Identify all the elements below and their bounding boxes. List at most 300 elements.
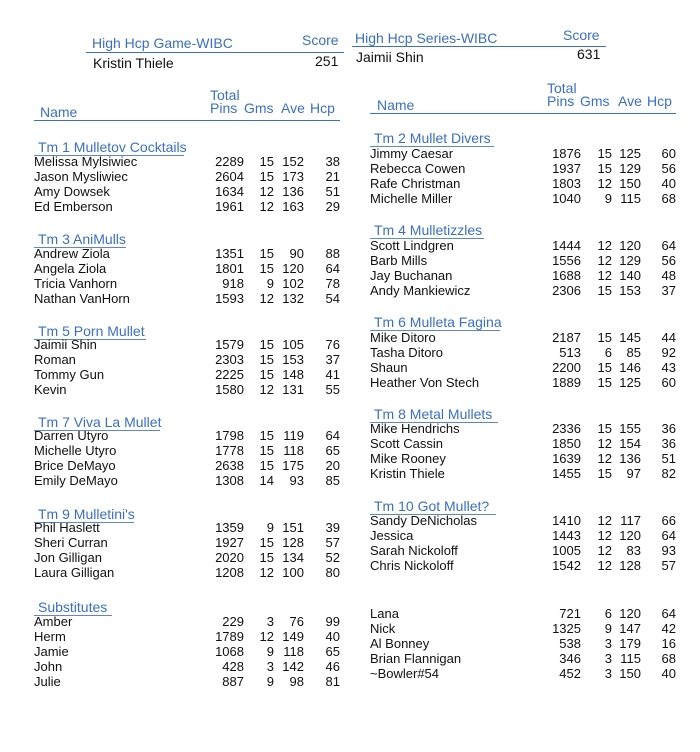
- bowler-name: Michelle Miller: [370, 191, 453, 206]
- right-bowler-row: [0, 606, 700, 621]
- bowler-hcp: 40: [325, 629, 340, 644]
- bowler-hcp: 52: [325, 550, 340, 565]
- right-bowler-row: [0, 466, 700, 481]
- bowler-ave: 90: [289, 246, 304, 261]
- bowler-hcp: 54: [325, 291, 340, 306]
- bowler-ave: 136: [282, 184, 304, 199]
- bowler-ave: 83: [626, 543, 641, 558]
- bowler-pins: 1803: [552, 176, 581, 191]
- bowler-hcp: 64: [661, 238, 676, 253]
- bowler-hcp: 68: [661, 191, 676, 206]
- bowler-ave: 115: [620, 191, 641, 206]
- bowler-name: Kristin Thiele: [370, 466, 445, 481]
- award-game-score: 251: [315, 53, 339, 69]
- left-header-rule: [34, 120, 340, 121]
- right-col-pins: Pins: [547, 93, 575, 109]
- bowler-hcp: 78: [325, 276, 340, 291]
- bowler-pins: 1961: [215, 199, 244, 214]
- award-series-rule: [352, 46, 606, 47]
- bowler-ave: 151: [282, 520, 304, 535]
- bowler-name: John: [34, 659, 63, 674]
- bowler-gms: 15: [259, 443, 274, 458]
- bowler-hcp: 99: [325, 614, 340, 629]
- bowler-pins: 1593: [215, 291, 244, 306]
- bowler-gms: 12: [597, 268, 612, 283]
- bowler-pins: 1455: [552, 466, 581, 481]
- bowler-name: Sarah Nickoloff: [370, 543, 458, 558]
- bowler-ave: 118: [283, 443, 304, 458]
- left-team-title: Tm 7 Viva La Mullet: [38, 414, 162, 430]
- bowler-name: Brian Flannigan: [370, 651, 462, 666]
- bowler-gms: 15: [259, 169, 274, 184]
- right-team-title: Tm 8 Metal Mullets: [374, 406, 493, 422]
- bowler-ave: 134: [282, 550, 304, 565]
- bowler-ave: 128: [282, 535, 304, 550]
- bowler-gms: 12: [597, 558, 612, 573]
- bowler-name: Lana: [370, 606, 399, 621]
- bowler-pins: 1580: [215, 382, 244, 397]
- bowler-ave: 145: [619, 330, 641, 345]
- bowler-gms: 15: [259, 154, 274, 169]
- left-team-title: Substitutes: [38, 599, 108, 615]
- bowler-name: Nathan VanHorn: [34, 291, 130, 306]
- bowler-ave: 119: [283, 428, 304, 443]
- left-team-title: Tm 1 Mulletov Cocktails: [38, 139, 187, 155]
- bowler-name: Jason Mysliwiec: [34, 169, 128, 184]
- bowler-name: Tommy Gun: [34, 367, 105, 382]
- bowler-hcp: 36: [661, 421, 676, 436]
- right-bowler-row: [0, 253, 700, 268]
- bowler-ave: 163: [282, 199, 304, 214]
- bowler-hcp: 41: [325, 367, 340, 382]
- bowler-ave: 76: [289, 614, 304, 629]
- bowler-ave: 120: [619, 606, 641, 621]
- right-bowler-row: [0, 513, 700, 528]
- bowler-name: Jaimii Shin: [34, 337, 97, 352]
- bowler-ave: 155: [619, 421, 641, 436]
- bowler-pins: 1634: [215, 184, 244, 199]
- bowler-gms: 15: [259, 550, 274, 565]
- bowler-ave: 153: [619, 283, 641, 298]
- bowler-ave: 150: [619, 666, 641, 681]
- bowler-name: Darren Utyro: [34, 428, 109, 443]
- bowler-gms: 12: [597, 451, 612, 466]
- bowler-pins: 2289: [215, 154, 244, 169]
- bowler-hcp: 51: [325, 184, 340, 199]
- bowler-pins: 229: [222, 614, 244, 629]
- bowler-hcp: 21: [325, 169, 340, 184]
- bowler-gms: 12: [597, 543, 612, 558]
- bowler-pins: 887: [222, 674, 244, 689]
- bowler-ave: 175: [282, 458, 304, 473]
- bowler-hcp: 60: [661, 146, 676, 161]
- bowler-hcp: 16: [661, 636, 676, 651]
- bowler-hcp: 64: [661, 606, 676, 621]
- bowler-ave: 149: [282, 629, 304, 644]
- bowler-gms: 9: [266, 276, 274, 291]
- bowler-name: ~Bowler#54: [370, 666, 440, 681]
- bowler-pins: 1542: [552, 558, 581, 573]
- bowler-name: Andy Mankiewicz: [370, 283, 471, 298]
- bowler-name: Nick: [370, 621, 396, 636]
- right-bowler-row: [0, 528, 700, 543]
- bowler-hcp: 56: [661, 253, 676, 268]
- bowler-hcp: 29: [325, 199, 340, 214]
- right-bowler-row: [0, 238, 700, 253]
- bowler-pins: 2638: [215, 458, 244, 473]
- bowler-ave: 179: [619, 636, 641, 651]
- bowler-pins: 1444: [552, 238, 581, 253]
- bowler-name: Tasha Ditoro: [370, 345, 443, 360]
- bowler-hcp: 66: [661, 513, 676, 528]
- bowler-gms: 9: [266, 520, 274, 535]
- bowler-ave: 120: [619, 528, 641, 543]
- bowler-name: Amy Dowsek: [34, 184, 110, 199]
- bowler-pins: 1208: [215, 565, 244, 580]
- bowler-pins: 1359: [215, 520, 244, 535]
- bowler-gms: 15: [597, 421, 612, 436]
- bowler-pins: 513: [559, 345, 581, 360]
- bowler-name: Mike Ditoro: [370, 330, 436, 345]
- bowler-gms: 3: [604, 636, 612, 651]
- right-bowler-row: [0, 375, 700, 390]
- bowler-ave: 102: [282, 276, 304, 291]
- bowler-pins: 1927: [215, 535, 244, 550]
- award-game-name: Kristin Thiele: [93, 55, 174, 71]
- bowler-gms: 12: [597, 436, 612, 451]
- left-col-name: Name: [40, 104, 78, 120]
- right-bowler-row: [0, 330, 700, 345]
- bowler-hcp: 64: [325, 261, 340, 276]
- bowler-gms: 15: [597, 360, 612, 375]
- bowler-gms: 12: [259, 199, 274, 214]
- bowler-ave: 140: [619, 268, 641, 283]
- bowler-gms: 14: [259, 473, 274, 488]
- bowler-name: Julie: [34, 674, 61, 689]
- bowler-gms: 15: [259, 337, 274, 352]
- right-col-name: Name: [377, 97, 415, 113]
- bowler-gms: 12: [597, 513, 612, 528]
- bowler-gms: 12: [597, 176, 612, 191]
- bowler-name: Scott Lindgren: [370, 238, 454, 253]
- bowler-gms: 6: [604, 345, 612, 360]
- bowler-gms: 6: [604, 606, 612, 621]
- right-bowler-row: [0, 543, 700, 558]
- bowler-hcp: 40: [661, 666, 676, 681]
- bowler-name: Sheri Curran: [34, 535, 108, 550]
- bowler-hcp: 56: [661, 161, 676, 176]
- bowler-gms: 15: [597, 161, 612, 176]
- bowler-pins: 1443: [552, 528, 581, 543]
- bowler-gms: 3: [266, 659, 274, 674]
- bowler-name: Emily DeMayo: [34, 473, 118, 488]
- right-bowler-row: [0, 421, 700, 436]
- bowler-name: Jon Gilligan: [34, 550, 102, 565]
- bowler-hcp: 82: [661, 466, 676, 481]
- bowler-hcp: 55: [325, 382, 340, 397]
- bowler-pins: 1688: [552, 268, 581, 283]
- bowler-ave: 173: [282, 169, 304, 184]
- bowler-pins: 1325: [552, 621, 581, 636]
- bowler-ave: 93: [289, 473, 304, 488]
- bowler-pins: 1556: [552, 253, 581, 268]
- bowler-name: Phil Haslett: [34, 520, 100, 535]
- bowler-ave: 152: [282, 154, 304, 169]
- bowler-name: Scott Cassin: [370, 436, 443, 451]
- right-col-total: Total: [547, 80, 577, 96]
- bowler-gms: 12: [259, 291, 274, 306]
- bowler-pins: 1351: [215, 246, 244, 261]
- bowler-hcp: 37: [661, 283, 676, 298]
- bowler-hcp: 57: [325, 535, 340, 550]
- right-bowler-row: [0, 191, 700, 206]
- bowler-pins: 1040: [552, 191, 581, 206]
- award-series-score-label: Score: [563, 27, 600, 43]
- bowler-pins: 1876: [552, 146, 581, 161]
- bowler-hcp: 51: [661, 451, 676, 466]
- bowler-pins: 1639: [552, 451, 581, 466]
- right-team-title: Tm 2 Mullet Divers: [374, 130, 491, 146]
- bowler-gms: 15: [597, 146, 612, 161]
- bowler-hcp: 42: [661, 621, 676, 636]
- bowler-hcp: 92: [661, 345, 676, 360]
- bowler-hcp: 65: [325, 443, 340, 458]
- bowler-name: Ed Emberson: [34, 199, 113, 214]
- bowler-hcp: 38: [325, 154, 340, 169]
- bowler-gms: 9: [604, 621, 612, 636]
- bowler-gms: 9: [266, 674, 274, 689]
- bowler-pins: 1778: [215, 443, 244, 458]
- right-bowler-row: [0, 436, 700, 451]
- right-bowler-row: [0, 636, 700, 651]
- bowler-gms: 15: [259, 246, 274, 261]
- bowler-pins: 2020: [215, 550, 244, 565]
- bowler-ave: 105: [282, 337, 304, 352]
- bowler-pins: 721: [559, 606, 581, 621]
- bowler-pins: 1789: [215, 629, 244, 644]
- left-col-hcp: Hcp: [310, 100, 335, 116]
- bowler-name: Michelle Utyro: [34, 443, 117, 458]
- bowler-ave: 142: [282, 659, 304, 674]
- bowler-name: Al Bonney: [370, 636, 430, 651]
- bowler-name: Mike Hendrichs: [370, 421, 460, 436]
- bowler-gms: 15: [597, 466, 612, 481]
- bowler-hcp: 57: [661, 558, 676, 573]
- right-col-hcp: Hcp: [647, 93, 672, 109]
- bowler-gms: 15: [259, 367, 274, 382]
- bowler-gms: 12: [597, 528, 612, 543]
- bowler-ave: 115: [620, 651, 641, 666]
- bowler-name: Herm: [34, 629, 66, 644]
- bowler-hcp: 80: [325, 565, 340, 580]
- award-series-score: 631: [577, 46, 601, 62]
- right-bowler-row: [0, 268, 700, 283]
- right-team-title: Tm 6 Mulleta Fagina: [374, 314, 502, 330]
- bowler-ave: 132: [282, 291, 304, 306]
- bowler-hcp: 81: [325, 674, 340, 689]
- award-series-name: Jaimii Shin: [356, 49, 424, 65]
- bowler-pins: 1579: [215, 337, 244, 352]
- bowler-pins: 1068: [215, 644, 244, 659]
- bowler-ave: 146: [619, 360, 641, 375]
- bowler-name: Tricia Vanhorn: [34, 276, 118, 291]
- bowler-pins: 2187: [552, 330, 581, 345]
- bowler-pins: 346: [559, 651, 581, 666]
- right-bowler-row: [0, 360, 700, 375]
- bowler-gms: 3: [604, 651, 612, 666]
- bowler-gms: 12: [259, 565, 274, 580]
- right-col-gms: Gms: [580, 93, 610, 109]
- bowler-pins: 1410: [552, 513, 581, 528]
- bowler-hcp: 36: [661, 436, 676, 451]
- bowler-hcp: 76: [325, 337, 340, 352]
- bowler-ave: 125: [619, 375, 641, 390]
- bowler-gms: 12: [259, 184, 274, 199]
- bowler-hcp: 46: [325, 659, 340, 674]
- right-team-title: Tm 4 Mulletizzles: [374, 222, 483, 238]
- bowler-hcp: 44: [661, 330, 676, 345]
- right-bowler-row: [0, 651, 700, 666]
- left-col-total: Total: [210, 87, 240, 103]
- bowler-name: Laura Gilligan: [34, 565, 115, 580]
- bowler-pins: 2306: [552, 283, 581, 298]
- bowler-gms: 15: [259, 458, 274, 473]
- bowler-name: Rafe Christman: [370, 176, 461, 191]
- left-col-ave: Ave: [281, 100, 305, 116]
- right-bowler-row: [0, 345, 700, 360]
- bowler-name: Jessica: [370, 528, 414, 543]
- bowler-name: Rebecca Cowen: [370, 161, 466, 176]
- bowler-pins: 452: [559, 666, 581, 681]
- bowler-ave: 131: [282, 382, 304, 397]
- bowler-gms: 12: [597, 253, 612, 268]
- left-team-title: Tm 5 Porn Mullet: [38, 323, 145, 339]
- bowler-pins: 1308: [215, 473, 244, 488]
- bowler-ave: 154: [619, 436, 641, 451]
- bowler-ave: 120: [282, 261, 304, 276]
- bowler-pins: 1798: [215, 428, 244, 443]
- bowler-ave: 129: [619, 161, 641, 176]
- bowler-pins: 538: [559, 636, 581, 651]
- bowler-ave: 120: [619, 238, 641, 253]
- bowler-hcp: 43: [661, 360, 676, 375]
- bowler-name: Sandy DeNicholas: [370, 513, 477, 528]
- bowler-hcp: 37: [325, 352, 340, 367]
- bowler-gms: 15: [259, 261, 274, 276]
- right-bowler-row: [0, 558, 700, 573]
- bowler-ave: 85: [626, 345, 641, 360]
- left-team-title: Tm 9 Mulletini's: [38, 506, 135, 522]
- bowler-ave: 136: [619, 451, 641, 466]
- bowler-hcp: 40: [661, 176, 676, 191]
- right-bowler-row: [0, 283, 700, 298]
- bowler-gms: 9: [604, 191, 612, 206]
- bowler-gms: 15: [597, 330, 612, 345]
- bowler-hcp: 64: [661, 528, 676, 543]
- bowler-hcp: 65: [325, 644, 340, 659]
- bowler-ave: 125: [619, 146, 641, 161]
- bowler-gms: 15: [259, 428, 274, 443]
- bowler-hcp: 39: [325, 520, 340, 535]
- bowler-ave: 100: [282, 565, 304, 580]
- bowler-name: Heather Von Stech: [370, 375, 480, 390]
- bowler-pins: 1801: [215, 261, 244, 276]
- bowler-hcp: 68: [661, 651, 676, 666]
- right-bowler-row: [0, 176, 700, 191]
- bowler-pins: 2200: [552, 360, 581, 375]
- bowler-pins: 428: [222, 659, 244, 674]
- bowler-name: Jamie: [34, 644, 69, 659]
- award-game-score-label: Score: [302, 32, 339, 48]
- bowler-hcp: 60: [661, 375, 676, 390]
- bowler-ave: 150: [619, 176, 641, 191]
- bowler-ave: 98: [289, 674, 304, 689]
- bowler-pins: 1937: [552, 161, 581, 176]
- bowler-pins: 2225: [215, 367, 244, 382]
- award-series-title: High Hcp Series-WIBC: [355, 30, 498, 46]
- bowler-gms: 15: [259, 352, 274, 367]
- bowler-gms: 15: [597, 283, 612, 298]
- bowler-pins: 2303: [215, 352, 244, 367]
- bowler-gms: 12: [259, 629, 274, 644]
- award-game-title: High Hcp Game-WIBC: [92, 35, 233, 51]
- bowler-name: Barb Mills: [370, 253, 428, 268]
- bowler-ave: 129: [619, 253, 641, 268]
- right-bowler-row: [0, 666, 700, 681]
- right-bowler-row: [0, 451, 700, 466]
- right-bowler-row: [0, 146, 700, 161]
- bowler-gms: 15: [597, 375, 612, 390]
- bowler-gms: 12: [259, 382, 274, 397]
- bowler-pins: 1850: [552, 436, 581, 451]
- bowler-name: Amber: [34, 614, 73, 629]
- left-team-title: Tm 3 AniMulls: [38, 231, 126, 247]
- bowler-hcp: 64: [325, 428, 340, 443]
- bowler-name: Shaun: [370, 360, 408, 375]
- bowler-name: Jay Buchanan: [370, 268, 453, 283]
- bowler-name: Melissa Mylsiwiec: [34, 154, 138, 169]
- right-bowler-row: [0, 621, 700, 636]
- bowler-ave: 117: [620, 513, 641, 528]
- bowler-ave: 148: [282, 367, 304, 382]
- bowler-ave: 128: [619, 558, 641, 573]
- bowler-hcp: 88: [325, 246, 340, 261]
- bowler-name: Jimmy Caesar: [370, 146, 454, 161]
- bowler-name: Angela Ziola: [34, 261, 107, 276]
- left-col-pins: Pins: [210, 100, 238, 116]
- right-header-rule: [370, 113, 676, 114]
- bowler-gms: 3: [604, 666, 612, 681]
- bowler-hcp: 85: [325, 473, 340, 488]
- bowler-gms: 15: [259, 535, 274, 550]
- bowler-ave: 153: [282, 352, 304, 367]
- left-col-gms: Gms: [244, 100, 274, 116]
- bowler-gms: 9: [266, 644, 274, 659]
- bowler-name: Chris Nickoloff: [370, 558, 454, 573]
- bowler-ave: 118: [283, 644, 304, 659]
- bowler-pins: 2336: [552, 421, 581, 436]
- bowler-pins: 918: [222, 276, 244, 291]
- bowler-pins: 1005: [552, 543, 581, 558]
- bowler-name: Andrew Ziola: [34, 246, 110, 261]
- bowler-ave: 147: [619, 621, 641, 636]
- bowler-name: Kevin: [34, 382, 67, 397]
- right-col-ave: Ave: [618, 93, 642, 109]
- bowler-name: Roman: [34, 352, 76, 367]
- right-team-title: Tm 10 Got Mullet?: [374, 498, 490, 514]
- bowler-ave: 97: [626, 466, 641, 481]
- bowler-gms: 12: [597, 238, 612, 253]
